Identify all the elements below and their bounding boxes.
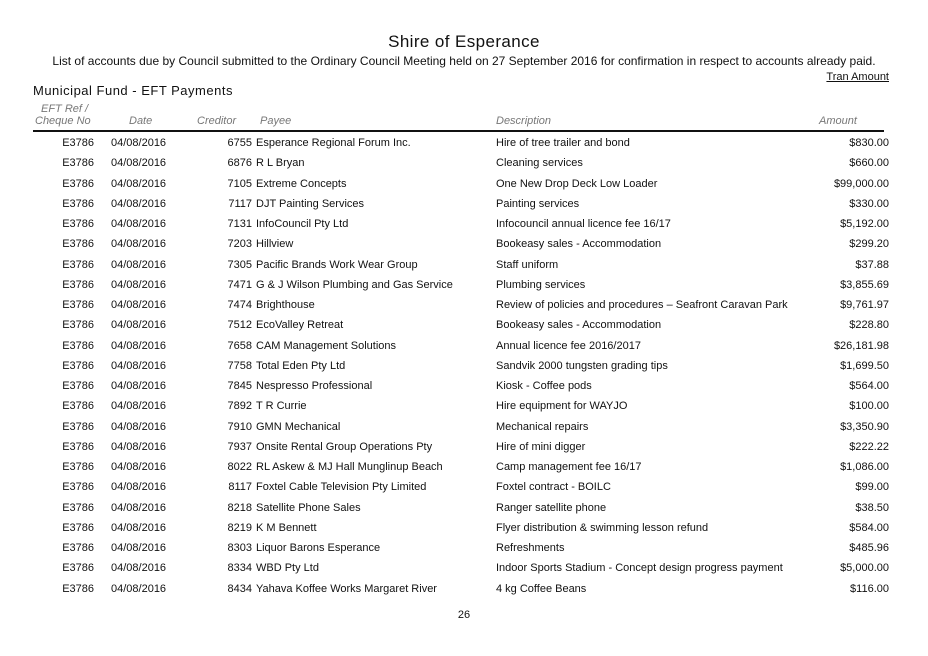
cell-payee: Onsite Rental Group Operations Pty: [256, 440, 433, 453]
cell-date: 04/08/2016: [111, 339, 167, 352]
cell-amount: $99.00: [855, 481, 889, 494]
cell-amount: $99,000.00: [833, 177, 889, 190]
cell-creditor: 6755: [227, 137, 252, 149]
cell-ref: E3786: [62, 137, 94, 149]
cell-description: Cleaning services: [496, 157, 583, 170]
cell-payee: Yahava Koffee Works Margaret River: [256, 582, 437, 595]
cell-ref: E3786: [62, 218, 94, 230]
cell-ref: E3786: [62, 157, 94, 170]
cell-description: Staff uniform: [496, 258, 559, 271]
table-row: [0, 152, 928, 172]
cell-description: Refreshments: [496, 542, 565, 554]
cell-description: Hire equipment for WAYJO: [496, 400, 628, 413]
cell-date: 04/08/2016: [111, 521, 167, 534]
cell-payee: Total Eden Pty Ltd: [256, 359, 346, 372]
cell-date: 04/08/2016: [111, 420, 167, 433]
cell-amount: $3,855.69: [840, 278, 889, 291]
tran-amount-label: Tran Amount: [826, 71, 889, 83]
cell-creditor: 8022: [227, 461, 252, 473]
cell-description: 4 kg Coffee Beans: [496, 582, 587, 595]
cell-description: Bookeasy sales - Accommodation: [496, 319, 662, 332]
cell-date: 04/08/2016: [111, 582, 167, 595]
cell-ref: E3786: [62, 521, 94, 534]
cell-payee: Extreme Concepts: [256, 177, 347, 190]
cell-creditor: 8219: [227, 521, 252, 534]
cell-payee: RL Askew & MJ Hall Munglinup Beach: [256, 461, 443, 473]
cell-payee: CAM Management Solutions: [256, 339, 397, 352]
cell-description: Indoor Sports Stadium - Concept design progress payment: [496, 562, 783, 575]
cell-payee: K M Bennett: [256, 521, 317, 534]
cell-amount: $485.96: [849, 542, 889, 554]
cell-description: Sandvik 2000 tungsten grading tips: [496, 359, 668, 372]
col-header-date: Date: [129, 115, 153, 127]
table-row: [0, 375, 928, 395]
cell-creditor: 8218: [227, 501, 252, 514]
cell-creditor: 8334: [227, 562, 252, 575]
col-header-payee: Payee: [260, 115, 292, 127]
cell-ref: E3786: [62, 359, 94, 372]
cell-description: Review of policies and procedures – Seafront Caravan Park: [496, 299, 788, 311]
cell-date: 04/08/2016: [111, 380, 167, 392]
table-row: [0, 456, 928, 476]
cell-date: 04/08/2016: [111, 197, 167, 210]
cell-ref: E3786: [62, 481, 94, 494]
cell-date: 04/08/2016: [111, 258, 167, 271]
cell-payee: Liquor Barons Esperance: [256, 542, 381, 554]
cell-creditor: 7203: [227, 238, 252, 251]
cell-amount: $660.00: [849, 157, 889, 170]
col-header-description: Description: [496, 115, 552, 127]
cell-ref: E3786: [62, 562, 94, 575]
cell-description: Camp management fee 16/17: [496, 461, 642, 473]
cell-amount: $228.80: [849, 319, 889, 332]
cell-amount: $5,192.00: [840, 218, 889, 230]
cell-date: 04/08/2016: [111, 501, 167, 514]
cell-payee: Hillview: [256, 238, 294, 251]
table-row: [0, 193, 928, 213]
cell-description: Kiosk - Coffee pods: [496, 380, 592, 392]
cell-amount: $222.22: [849, 440, 889, 453]
cell-description: One New Drop Deck Low Loader: [496, 177, 658, 190]
col-header-amount: Amount: [819, 115, 857, 127]
table-row: [0, 476, 928, 496]
cell-creditor: 8303: [227, 542, 252, 554]
cell-ref: E3786: [62, 380, 94, 392]
cell-amount: $1,699.50: [840, 359, 889, 372]
cell-description: Plumbing services: [496, 278, 586, 291]
cell-date: 04/08/2016: [111, 481, 167, 494]
cell-creditor: 7117: [228, 197, 252, 210]
table-row: [0, 314, 928, 334]
cell-date: 04/08/2016: [111, 461, 167, 473]
document-title: Shire of Esperance: [388, 32, 540, 51]
cell-amount: $3,350.90: [840, 420, 889, 433]
table-row: [0, 274, 928, 294]
cell-amount: $564.00: [849, 380, 889, 392]
cell-creditor: 7658: [227, 339, 252, 352]
cell-amount: $38.50: [855, 501, 889, 514]
cell-date: 04/08/2016: [111, 278, 167, 291]
cell-ref: E3786: [62, 582, 94, 595]
cell-date: 04/08/2016: [111, 542, 167, 554]
cell-description: Foxtel contract - BOILC: [496, 481, 611, 494]
cell-payee: InfoCouncil Pty Ltd: [256, 218, 349, 230]
cell-date: 04/08/2016: [111, 218, 167, 230]
cell-payee: Foxtel Cable Television Pty Limited: [256, 481, 427, 494]
cell-amount: $37.88: [855, 258, 889, 271]
col-header-ref-line2: Cheque No: [35, 115, 91, 127]
cell-ref: E3786: [62, 278, 94, 291]
cell-amount: $584.00: [849, 521, 889, 534]
cell-ref: E3786: [62, 461, 94, 473]
cell-ref: E3786: [62, 177, 94, 190]
cell-payee: Esperance Regional Forum Inc.: [256, 137, 411, 149]
cell-description: Infocouncil annual licence fee 16/17: [496, 218, 671, 230]
cell-amount: $299.20: [849, 238, 889, 251]
cell-date: 04/08/2016: [111, 238, 167, 251]
page-number: 26: [457, 609, 471, 621]
cell-creditor: 7937: [227, 440, 252, 453]
cell-date: 04/08/2016: [111, 359, 167, 372]
document-subtitle: List of accounts due by Council submitted to the Ordinary Council Meeting held on 27 September 2016 for confirmation in respect to accounts already paid.: [52, 54, 876, 68]
cell-creditor: 7845: [227, 380, 252, 392]
cell-payee: Nespresso Professional: [256, 380, 373, 392]
cell-payee: Satellite Phone Sales: [256, 501, 361, 514]
cell-creditor: 6876: [227, 157, 252, 170]
table-row: [0, 213, 928, 233]
cell-payee: Pacific Brands Work Wear Group: [256, 258, 418, 271]
cell-ref: E3786: [62, 319, 94, 332]
table-row: [0, 497, 928, 517]
cell-amount: $116.00: [850, 582, 889, 595]
cell-ref: E3786: [62, 339, 94, 352]
cell-date: 04/08/2016: [111, 137, 167, 149]
table-row: [0, 132, 928, 152]
cell-amount: $830.00: [849, 137, 889, 149]
cell-ref: E3786: [62, 197, 94, 210]
payments-table: [0, 132, 928, 598]
cell-payee: DJT Painting Services: [256, 197, 365, 210]
table-row: [0, 233, 928, 253]
cell-creditor: 8117: [228, 481, 252, 494]
table-row: [0, 578, 928, 598]
cell-amount: $9,761.97: [840, 299, 889, 311]
cell-description: Mechanical repairs: [496, 420, 589, 433]
table-row: [0, 517, 928, 537]
cell-amount: $1,086.00: [840, 461, 889, 473]
cell-ref: E3786: [62, 299, 94, 311]
cell-payee: G & J Wilson Plumbing and Gas Service: [256, 278, 453, 291]
cell-creditor: 7910: [227, 420, 252, 433]
cell-description: Flyer distribution & swimming lesson refund: [496, 521, 709, 534]
cell-amount: $26,181.98: [833, 339, 889, 352]
cell-amount: $100.00: [849, 400, 889, 413]
table-row: [0, 416, 928, 436]
col-header-creditor: Creditor: [197, 115, 237, 127]
cell-ref: E3786: [62, 400, 94, 413]
cell-payee: R L Bryan: [256, 157, 305, 170]
cell-description: Hire of tree trailer and bond: [496, 137, 630, 149]
cell-date: 04/08/2016: [111, 319, 167, 332]
cell-date: 04/08/2016: [111, 299, 167, 311]
cell-description: Annual licence fee 2016/2017: [496, 339, 641, 352]
table-row: [0, 355, 928, 375]
cell-ref: E3786: [62, 542, 94, 554]
fund-heading: Municipal Fund - EFT Payments: [33, 83, 233, 98]
cell-creditor: 7892: [227, 400, 252, 413]
cell-payee: WBD Pty Ltd: [256, 562, 319, 575]
table-row: [0, 537, 928, 557]
cell-date: 04/08/2016: [111, 177, 167, 190]
cell-amount: $330.00: [849, 197, 889, 210]
cell-ref: E3786: [62, 258, 94, 271]
cell-creditor: 8434: [227, 582, 252, 595]
cell-ref: E3786: [62, 440, 94, 453]
cell-ref: E3786: [62, 501, 94, 514]
cell-creditor: 7512: [227, 319, 252, 332]
cell-payee: Brighthouse: [256, 299, 315, 311]
cell-creditor: 7471: [227, 278, 252, 291]
cell-ref: E3786: [62, 238, 94, 251]
table-row: [0, 335, 928, 355]
table-row: [0, 395, 928, 415]
table-row: [0, 294, 928, 314]
cell-creditor: 7758: [227, 359, 252, 372]
cell-description: Bookeasy sales - Accommodation: [496, 238, 662, 251]
cell-date: 04/08/2016: [111, 562, 167, 575]
cell-creditor: 7305: [227, 258, 252, 271]
cell-payee: GMN Mechanical: [256, 420, 341, 433]
cell-payee: T R Currie: [256, 400, 307, 413]
cell-creditor: 7105: [227, 177, 252, 190]
cell-payee: EcoValley Retreat: [256, 319, 344, 332]
table-row: [0, 557, 928, 577]
table-row: [0, 173, 928, 193]
cell-date: 04/08/2016: [111, 157, 167, 170]
cell-amount: $5,000.00: [840, 562, 889, 575]
cell-date: 04/08/2016: [111, 400, 167, 413]
cell-description: Ranger satellite phone: [496, 501, 607, 514]
col-header-ref-line1: EFT Ref /: [41, 103, 89, 115]
cell-description: Painting services: [496, 197, 580, 210]
table-row: [0, 254, 928, 274]
cell-ref: E3786: [62, 420, 94, 433]
table-row: [0, 436, 928, 456]
cell-creditor: 7131: [227, 218, 252, 230]
cell-date: 04/08/2016: [111, 440, 167, 453]
cell-creditor: 7474: [227, 299, 252, 311]
cell-description: Hire of mini digger: [496, 440, 586, 453]
